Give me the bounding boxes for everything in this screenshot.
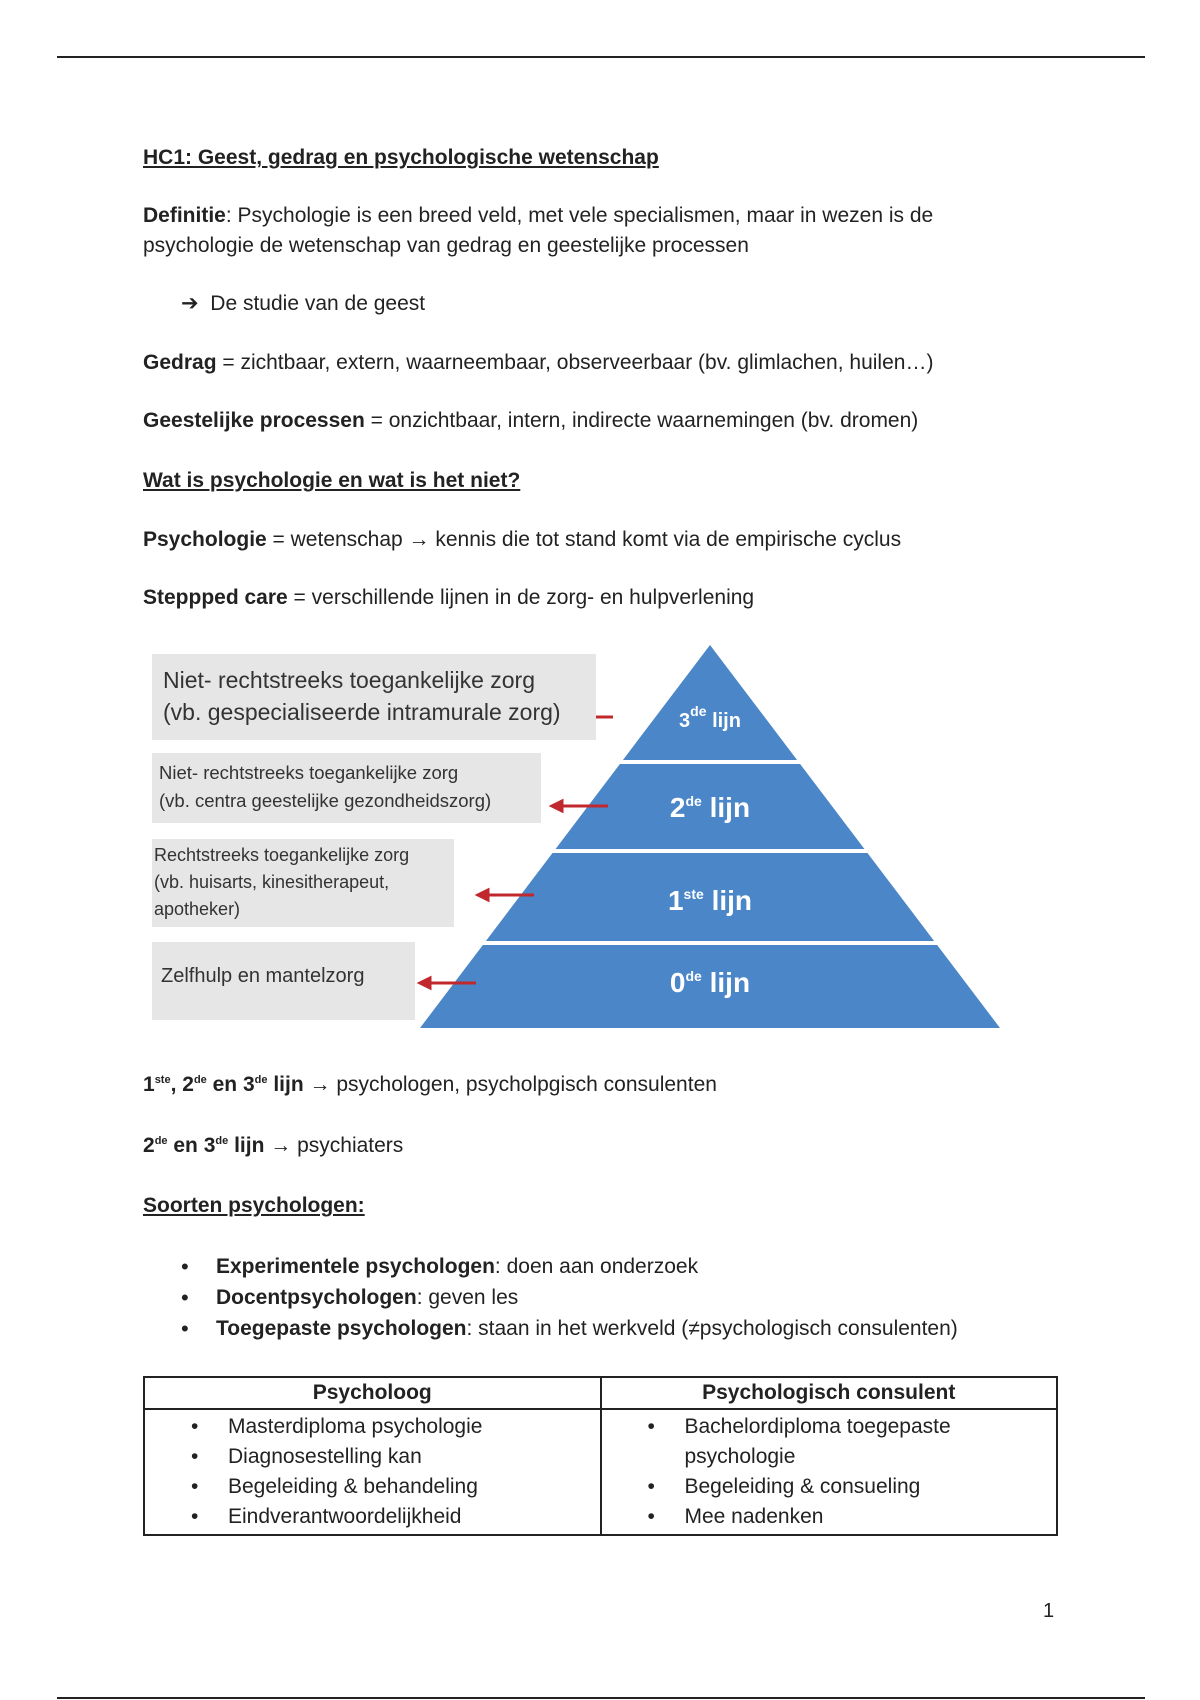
gedrag-line <box>143 348 933 378</box>
stepped-care-pyramid <box>150 640 1060 1045</box>
list-item: • Docentpsychologen: geven les <box>181 1282 958 1313</box>
bottom-rule <box>57 1697 1145 1699</box>
gedrag-text: = zichtbaar, extern, waarneembaar, observeerbaar (bv. glimlachen, huilen…) <box>216 351 934 374</box>
table-cell-psycholoog <box>144 1409 601 1535</box>
care-box-3de: Niet- rechtstreeks toegankelijke zorg (vb. gespecialiseerde intramurale zorg) <box>152 654 596 740</box>
top-rule <box>57 56 1145 58</box>
table-header-consulent: Psychologisch consulent <box>601 1377 1058 1409</box>
arrow-point-text: De studie van de geest <box>210 292 426 315</box>
list-item: • Bachelordiploma toegepaste psychologie <box>602 1412 1057 1472</box>
types-list <box>181 1251 958 1344</box>
level-label-1ste: 1ste lijn <box>667 885 753 916</box>
stepped-care-line <box>143 583 754 613</box>
stepped-care-text: = verschillende lijnen in de zorg- en hulpverlening <box>287 586 755 609</box>
section-heading-soorten: Soorten psychologen: <box>143 1194 365 1217</box>
lines-23-text: psychiaters <box>291 1134 404 1157</box>
list-item: • Toegepaste psychologen: staan in het werkveld (≠psychologisch consulenten) <box>181 1313 958 1344</box>
geestelijke-text: = onzichtbaar, intern, indirecte waarnemingen (bv. dromen) <box>364 409 919 432</box>
lines-123-line: 1ste, 2de en 3de lijn → psychologen, psycholpgisch consulenten <box>143 1073 717 1096</box>
arrow-icon: ➔ <box>181 292 199 315</box>
lines-23-line: 2de en 3de lijn → psychiaters <box>143 1134 404 1157</box>
definition-line2: psychologie de wetenschap van gedrag en geestelijke processen <box>143 234 749 257</box>
psychologie-label: Psychologie <box>143 528 267 551</box>
comparison-table <box>143 1376 1058 1536</box>
table-cell-consulent <box>601 1409 1058 1535</box>
stepped-care-label: Steppped care <box>143 586 288 609</box>
page-number: 1 <box>1043 1600 1055 1622</box>
definition-label: Definitie <box>143 204 226 227</box>
definition-line1 <box>143 201 933 231</box>
level-label-2de: 2de lijn <box>669 792 751 823</box>
list-item: • Begeleiding & behandeling <box>145 1472 600 1502</box>
list-item: • Diagnosestelling kan <box>145 1442 600 1472</box>
arrow-point <box>181 289 425 319</box>
page-title: HC1: Geest, gedrag en psychologische wetenschap <box>143 146 659 169</box>
table-header-psycholoog: Psycholoog <box>144 1377 601 1409</box>
definition-text: : Psychologie is een breed veld, met vele specialismen, maar in wezen is de <box>225 204 934 227</box>
psychologie-line <box>143 525 901 555</box>
care-box-0de: Zelfhulp en mantelzorg <box>152 942 415 1020</box>
lines-123-text: → psychologen, psycholpgisch consulenten <box>303 1073 717 1096</box>
list-item: • Mee nadenken <box>602 1502 1057 1532</box>
psychologie-text: = wetenschap → kennis die tot stand komt via de empirische cyclus <box>266 528 902 551</box>
list-item: • Masterdiploma psychologie <box>145 1412 600 1442</box>
level-label-3de: 3de lijn <box>679 703 741 732</box>
list-item: • Experimentele psychologen: doen aan onderzoek <box>181 1251 958 1282</box>
section-heading-wat-is: Wat is psychologie en wat is het niet? <box>143 469 521 492</box>
level-label-0de: 0de lijn <box>669 967 751 998</box>
geestelijke-line <box>143 406 918 436</box>
list-item: • Eindverantwoordelijkheid <box>145 1502 600 1532</box>
list-item: • Begeleiding & consueling <box>602 1472 1057 1502</box>
care-box-1ste: Rechtstreeks toegankelijke zorg (vb. huisarts, kinesitherapeut, apotheker) <box>152 839 454 927</box>
care-box-2de: Niet- rechtstreeks toegankelijke zorg (vb. centra geestelijke gezondheidszorg) <box>152 753 541 823</box>
geestelijke-label: Geestelijke processen <box>143 409 365 432</box>
gedrag-label: Gedrag <box>143 351 217 374</box>
